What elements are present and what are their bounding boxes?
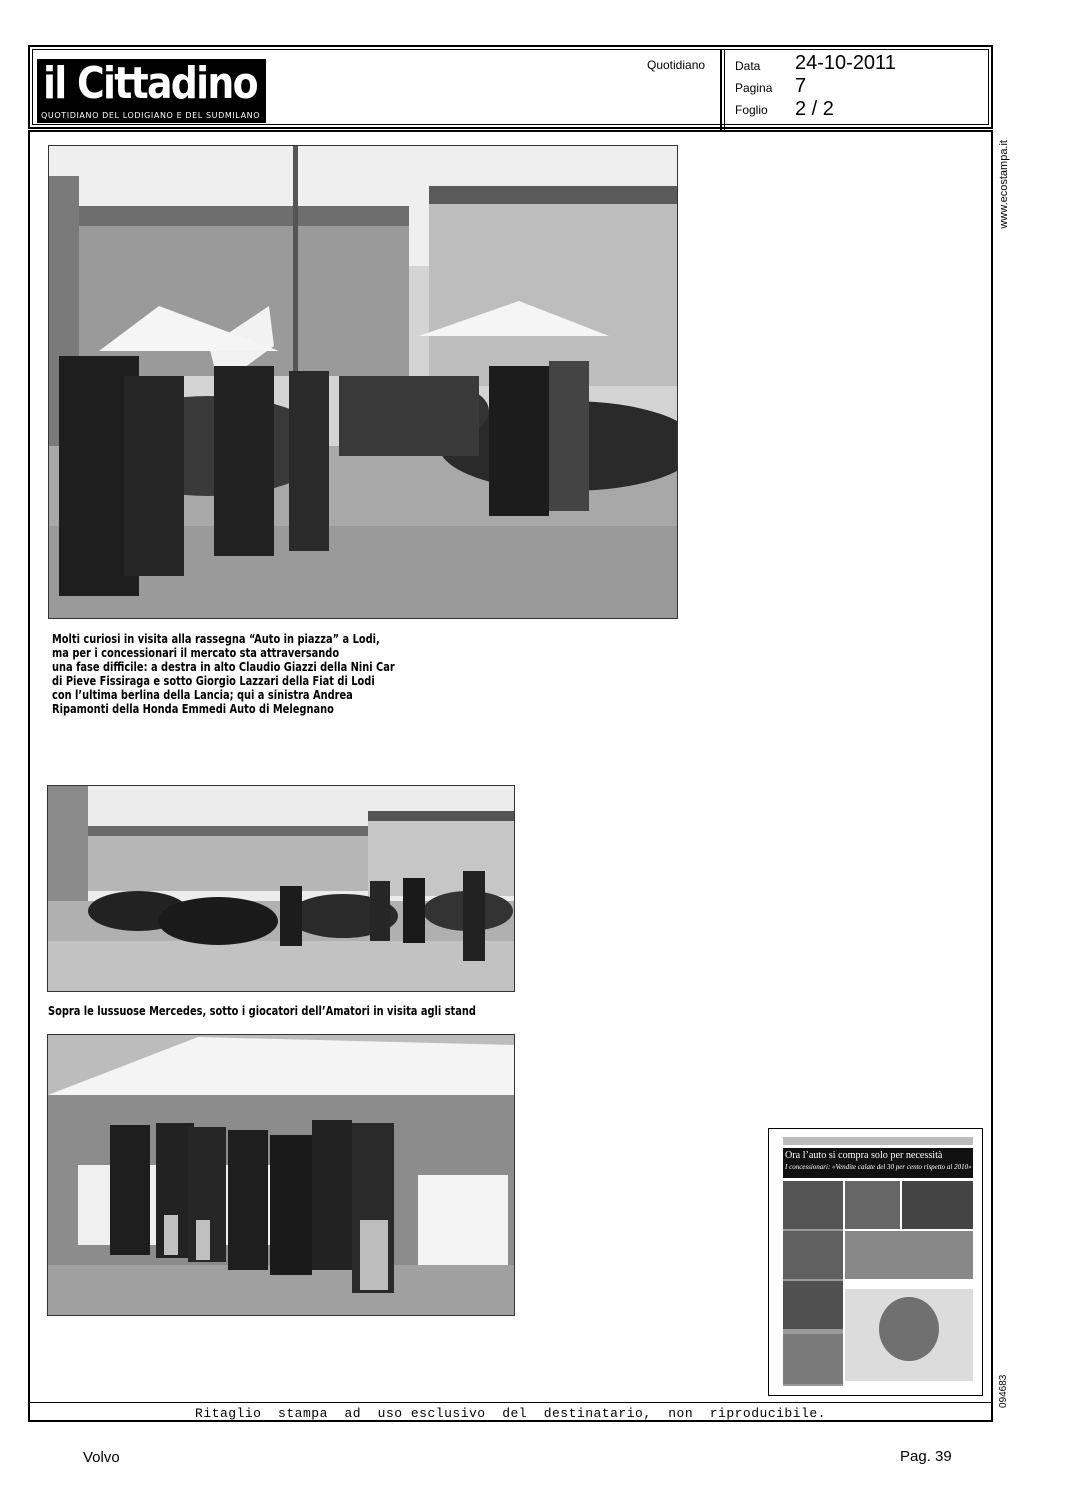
caption-line: di Pieve Fissiraga e sotto Giorgio Lazzari della Fiat di Lodi: [52, 674, 375, 688]
page-thumbnail: [768, 1128, 983, 1396]
photo-auto-in-piazza: [48, 145, 678, 619]
meta-value-page: 7: [795, 75, 807, 97]
client-name: Volvo: [83, 1449, 120, 1466]
newspaper-logo: [37, 59, 266, 123]
footer-separator: [30, 1402, 991, 1403]
logo-title: il Cittadino: [43, 58, 257, 109]
thumbnail-subtitle: I concessionari: «Vendite calate del 30 per cento rispetto al 2010»: [785, 1163, 972, 1171]
header-divider: [720, 50, 722, 130]
header-divider: [724, 50, 725, 130]
publication-type: Quotidiano: [647, 58, 706, 72]
logo-subtitle: QUOTIDIANO DEL LODIGIANO E DEL SUDMILANO: [41, 111, 261, 120]
meta-label-sheet: Foglio: [735, 103, 768, 117]
photo-amatori-players: [47, 1034, 515, 1316]
meta-value-date: 24-10-2011: [795, 52, 896, 74]
side-code: 094683: [998, 1374, 1009, 1408]
meta-label-date: Data: [735, 59, 761, 73]
caption-line: Ripamonti della Honda Emmedi Auto di Melegnano: [52, 702, 334, 716]
thumbnail-headline: [783, 1148, 973, 1178]
header: [28, 45, 993, 129]
meta-value-sheet: 2 / 2: [795, 98, 834, 120]
caption-line: Molti curiosi in visita alla rassegna “Auto in piazza” a Lodi,: [52, 632, 380, 646]
caption-line: ma per i concessionari il mercato sta attraversando: [52, 646, 340, 660]
meta-label-page: Pagina: [735, 81, 773, 95]
caption-line: con l’ultima berlina della Lancia; qui a sinistra Andrea: [52, 688, 353, 702]
thumbnail-title: Ora l’auto si compra solo per necessità: [785, 1149, 943, 1161]
side-url: www.ecostampa.it: [998, 140, 1010, 229]
caption-line: una fase difficile: a destra in alto Claudio Giazzi della Nini Car: [52, 660, 395, 674]
header-inner-frame: [32, 49, 989, 125]
caption-main: [52, 632, 395, 716]
caption-second: Sopra le lussuose Mercedes, sotto i giocatori dell’Amatori in visita agli stand: [48, 1004, 476, 1018]
photo-mercedes: [47, 785, 515, 992]
reproduction-notice: Ritaglio stampa ad uso esclusivo del destinatario, non riproducibile.: [195, 1406, 826, 1421]
page-number: Pag. 39: [900, 1448, 952, 1465]
